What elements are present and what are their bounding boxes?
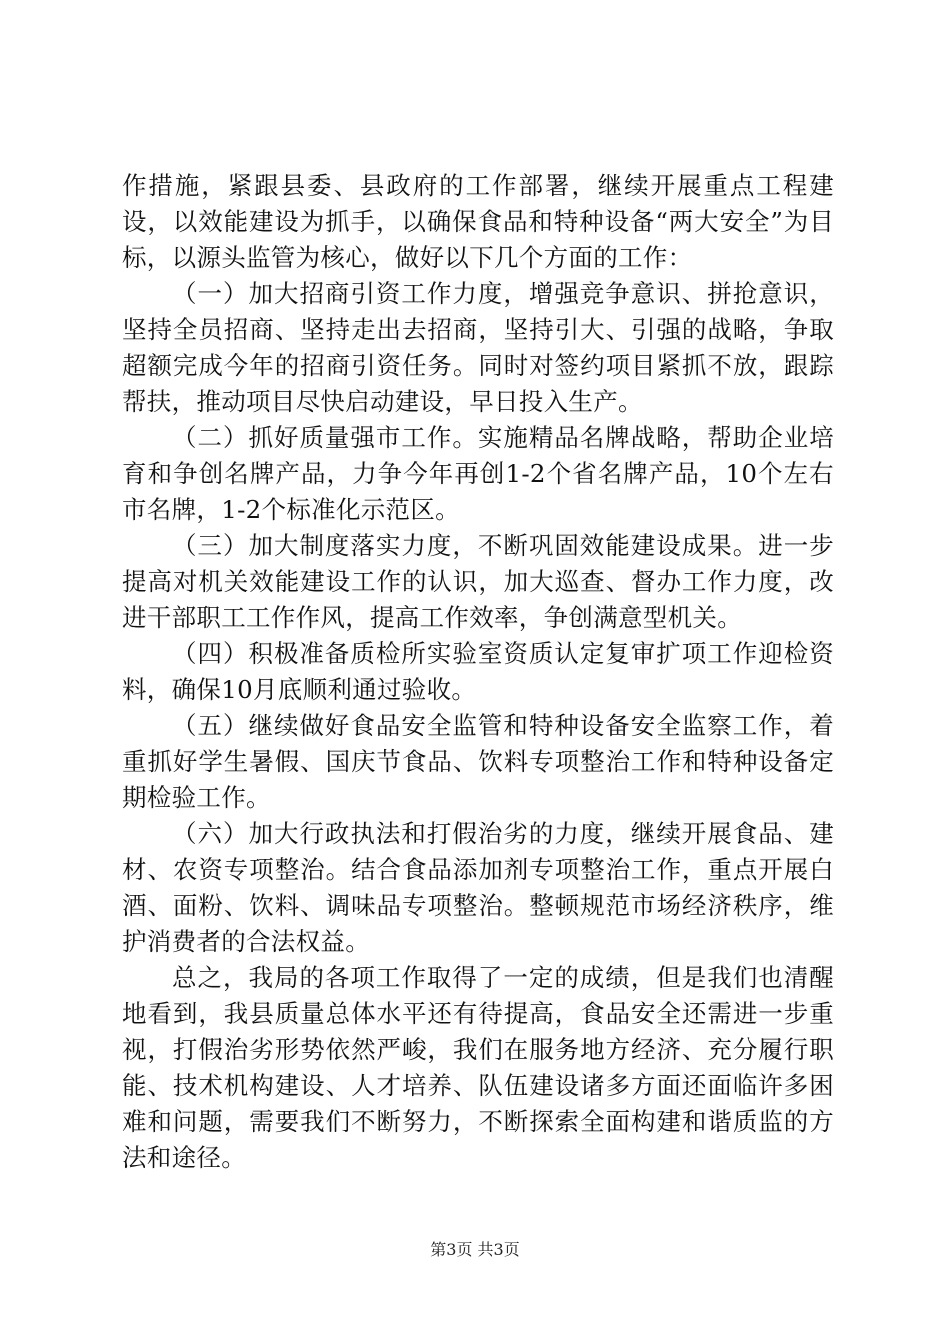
paragraph-5: （四）积极准备质检所实验室资质认定复审扩项工作迎检资料，确保10月底顺利通过验收。	[122, 639, 834, 704]
paragraph-6: （五）继续做好食品安全监管和特种设备安全监察工作，着重抓好学生暑假、国庆节食品、饮料专项整治工作和特种设备定期检验工作。	[122, 711, 834, 812]
paragraph-2: （一）加大招商引资工作力度，增强竞争意识、拼抢意识，坚持全员招商、坚持走出去招商，坚持引大、引强的战略，争取超额完成今年的招商引资任务。同时对签约项目紧抓不放，跟踪帮扶，推动项目尽快启动建设，早日投入生产。	[122, 279, 834, 416]
paragraph-3: （二）抓好质量强市工作。实施精品名牌战略，帮助企业培育和争创名牌产品，力争今年再创1-2个省名牌产品，10个左右市名牌，1-2个标准化示范区。	[122, 423, 834, 524]
paragraph-4: （三）加大制度落实力度，不断巩固效能建设成果。进一步提高对机关效能建设工作的认识，加大巡查、督办工作力度，改进干部职工工作作风，提高工作效率，争创满意型机关。	[122, 531, 834, 632]
paragraph-1: 作措施，紧跟县委、县政府的工作部署，继续开展重点工程建设，以效能建设为抓手，以确保食品和特种设备“两大安全”为目标，以源头监管为核心，做好以下几个方面的工作：	[122, 171, 834, 272]
document-body	[122, 168, 834, 1176]
paragraph-7: （六）加大行政执法和打假治劣的力度，继续开展食品、建材、农资专项整治。结合食品添加剂专项整治工作，重点开展白酒、面粉、饮料、调味品专项整治。整顿规范市场经济秩序，维护消费者的合法权益。	[122, 819, 834, 956]
paragraph-8: 总之，我局的各项工作取得了一定的成绩，但是我们也清醒地看到，我县质量总体水平还有待提高，食品安全还需进一步重视，打假治劣形势依然严峻，我们在服务地方经济、充分履行职能、技术机构建设、人才培养、队伍建设诸多方面还面临许多困难和问题，需要我们不断努力，不断探索全面构建和谐质监的方法和途径。	[122, 963, 834, 1172]
page-footer: 第3页 共3页	[430, 1240, 520, 1259]
